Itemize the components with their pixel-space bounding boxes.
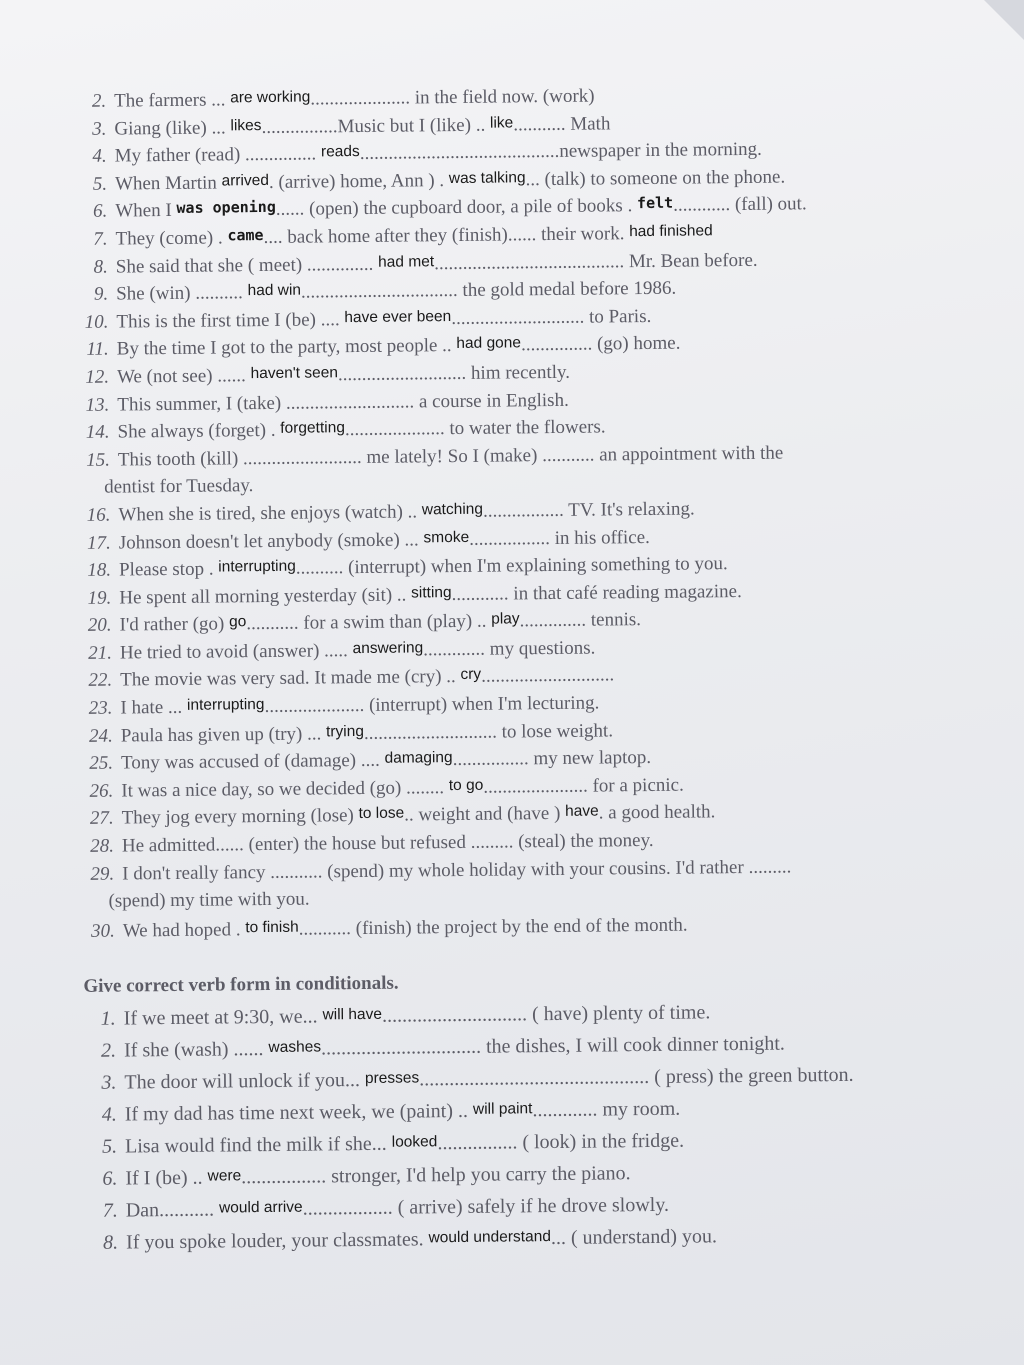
item-number: 8. [102,1231,119,1255]
item-number: 6. [102,1167,118,1191]
item-text-pre: We had hoped . [122,919,241,942]
item-text-pre: I'd rather (go) [119,613,225,636]
item-number: 21. [88,642,113,664]
item-text-pre: He tried to avoid (answer) ..... [119,640,348,664]
item-text-pre: My father (read) ............... [114,143,317,167]
item-text-mid: .......... (interrupt) when I'm explaining something to you. [295,553,728,579]
handwritten-answer-1: to finish [245,918,299,937]
handwritten-answer-1: arrived [221,171,270,190]
handwritten-answer-1: likes [230,116,262,134]
item-text-mid: ...... (open) the cupboard door, a pile of books . [275,195,633,221]
item-number: 5. [101,1135,118,1159]
item-text-pre: She (win) .......... [116,282,243,305]
handwritten-answer-1: interrupting [186,696,265,714]
item-text-mid: ................ my new laptop. [452,747,652,771]
item-text-pre: Please stop . [118,558,214,581]
item-text-pre: Giang (like) ... [114,116,226,140]
item-number: 19. [87,587,112,609]
handwritten-answer-2: was talking [448,169,526,187]
item-text-mid: ........................... him recently. [337,361,571,386]
handwritten-answer-1: will paint [472,1100,533,1119]
page-corner-fold [984,0,1024,40]
item-text-mid: ................ ( look) in the fridge. [437,1130,685,1155]
item-text-pre: When Martin [114,172,217,195]
item-text-pre: Johnson doesn't let anybody (smoke) ... [118,528,419,554]
handwritten-answer-1: were [207,1167,242,1186]
item-text-pre: The movie was very sad. It made me (cry) .. [120,666,456,691]
item-text-mid: .. weight and (have ) [404,803,561,826]
item-number: 18. [87,559,112,581]
item-text-mid: ..........................................newspaper in the morning. [359,138,762,165]
item-text-mid: ............. my room. [532,1098,681,1122]
item-number: 22. [88,670,113,692]
item-number: 28. [90,835,115,857]
handwritten-answer-1: would understand [428,1228,551,1247]
item-text-post: . a good health. [598,801,716,824]
item-number: 2. [91,90,107,112]
handwritten-answer-2: like [489,113,514,132]
item-text-pre: Tony was accused of (damage) .... [120,750,380,774]
item-text-pre: We (not see) ...... [116,365,246,388]
handwritten-answer-1: was opening [176,198,276,218]
item-text-pre: I hate ... [120,696,183,719]
handwritten-answer-1: would arrive [218,1199,303,1217]
item-text-mid: ................. TV. It's relaxing. [482,498,695,522]
handwritten-answer-1: cry [460,666,482,684]
item-number: 1. [100,1007,116,1031]
handwritten-answer-2: play [491,610,520,628]
item-text-post: ........... Math [513,112,611,135]
item-text-post: ... (talk) to someone on the phone. [525,166,786,191]
exercise-part-2 [82,994,1005,1260]
item-number: 24. [88,725,113,747]
item-text-pre: If she (wash) ...... [123,1038,264,1062]
handwritten-answer-1: damaging [384,749,453,768]
item-text-mid: ...................... for a picnic. [483,774,684,798]
item-text-pre: Dan........... [125,1198,215,1222]
item-text-pre: He spent all morning yesterday (sit) .. [119,584,407,609]
item-number: 6. [92,201,108,223]
handwritten-answer-1: will have [322,1006,383,1024]
item-text-pre: When she is tired, she enjoys (watch) .. [118,501,418,526]
item-text-pre: I don't really fancy ........... (spend) my whole holiday with your cousins. I'd rather ......... [122,856,792,885]
item-number: 16. [86,504,111,526]
handwritten-answer-1: reads [320,143,360,161]
item-15-continuation: dentist for Tuesday. [104,475,254,498]
exercise-content [72,78,1004,1259]
item-text-pre: Lisa would find the milk if she... [124,1133,387,1158]
item-number: 5. [92,173,108,195]
handwritten-answer-1: had win [247,281,302,300]
item-text-mid: .............................................. ( press) the green button. [419,1064,854,1091]
handwritten-answer-1: forgetting [280,419,345,437]
item-text-pre: By the time I got to the party, most people .. [116,335,452,360]
item-text-mid: ................. stronger, I'd help you carry the piano. [241,1162,631,1189]
handwritten-answer-1: answering [352,639,424,657]
item-text-mid: ..................... to water the flowers. [344,416,606,441]
handwritten-answer-1: interrupting [218,557,296,576]
item-number: 8. [93,256,108,278]
exercise-part-1b [76,492,1000,888]
item-text-pre: He admitted...... (enter) the house but refused ......... (steal) the money. [121,829,654,857]
item-number: 7. [102,1199,118,1223]
item-number: 9. [93,283,109,305]
item-text-mid: ................Music but I (like) .. [261,114,486,138]
item-text-post: ............ (fall) out. [673,193,807,217]
item-text-pre: This summer, I (take) ........................... a course in English. [117,389,569,416]
item-text-pre: She always (forget) . [117,420,276,443]
item-number: 14. [85,421,110,443]
handwritten-answer-1: to go [448,776,484,794]
item-text-mid: ............................ to Paris. [451,305,652,329]
item-number: 15. [86,449,111,471]
handwritten-answer-1: had gone [456,334,522,353]
handwritten-answer-1: had met [378,252,435,271]
handwritten-answer-1: go [228,613,247,631]
item-text-mid: ..................... in the field now. (work) [310,85,595,110]
handwritten-answer-2: have [565,802,599,821]
item-number: 17. [86,532,111,554]
item-number: 11. [86,338,109,361]
item-number: 4. [101,1103,117,1127]
item-text-pre: She said that she ( meet) .............. [115,253,374,278]
item-text-pre: The door will unlock if you... [124,1069,361,1094]
item-text-mid: ............... (go) home. [520,332,681,356]
item-number: 29. [90,863,115,885]
item-text-pre: This tooth (kill) ......................... me lately! So I (make) ........... an appointment with the [117,442,784,471]
item-number: 3. [101,1071,117,1095]
item-number: 7. [93,228,108,250]
item-number: 10. [84,311,109,333]
item-text-pre: Paula has given up (try) ... [120,723,322,747]
item-text-mid: ........... for a swim than (play) .. [246,610,487,635]
item-number: 12. [85,366,110,388]
handwritten-answer-1: watching [421,500,484,519]
handwritten-answer-1: are working [230,88,311,107]
item-text-mid: ............................ to lose weight. [363,720,614,744]
handwritten-answer-1: came [227,225,264,245]
item-text-pre: It was a nice day, so we decided (go) ........ [121,776,445,802]
item-text-pre: When I [115,200,172,222]
item-number: 13. [85,394,110,416]
item-text-mid: ............ in that café reading magazine. [451,580,742,605]
item-text-mid: ................. in his office. [469,526,650,550]
item-text-mid: ............................ [481,664,615,688]
item-text-pre: If we meet at 9:30, we... [123,1005,318,1030]
item-text-mid: ................................. the gold medal before 1986. [300,277,677,303]
handwritten-answer-1: sitting [411,583,452,602]
handwritten-answer-2: had finished [629,222,713,241]
item-number: 27. [89,808,114,830]
item-29-continuation: (spend) my time with you. [108,888,310,912]
item-number: 23. [88,697,113,719]
item-text-mid: ........... (finish) the project by the end of the month. [298,914,688,940]
item-number: 20. [87,614,112,637]
item-number: 26. [89,780,114,802]
handwritten-answer-1: trying [325,722,365,741]
item-text-mid: ........................................ Mr. Bean before. [434,249,758,274]
handwritten-answer-1: washes [268,1038,322,1057]
handwritten-answer-1: haven't seen [250,364,339,383]
handwritten-answer-2: felt [636,194,674,213]
item-text-mid: ... ( understand) you. [550,1225,718,1250]
item-text-pre: The farmers ... [114,89,226,112]
item-text-mid: . (arrive) home, Ann ) . [268,169,445,193]
item-text-post: .............. tennis. [519,609,642,632]
item-text-pre: If I (be) .. [125,1167,203,1190]
exercise-part-1 [72,78,996,474]
item-text-mid: ..................... (interrupt) when I'm lecturing. [264,692,600,718]
item-text-mid: ............................. ( have) plenty of time. [381,1001,711,1028]
section-2-title: Give correct verb form in conditionals. [83,973,399,998]
item-number: 4. [92,145,107,167]
item-text-mid: .... back home after they (finish)...... their work. [263,223,625,248]
item-text-pre: They (come) . [115,227,223,250]
handwritten-answer-1: have ever been [344,307,452,326]
item-number: 30. [90,920,115,942]
item-text-mid: ............. my questions. [423,637,596,661]
item-text-mid: ................................ the dishes, I will cook dinner tonight. [320,1032,785,1060]
item-number: 25. [89,752,114,775]
handwritten-answer-1: looked [391,1133,438,1152]
handwritten-answer-1: presses [364,1069,420,1088]
item-text-pre: They jog every morning (lose) [121,805,354,829]
item-text-mid: .................. ( arrive) safely if he drove slowly. [302,1194,670,1221]
item-number: 3. [92,118,107,140]
item-text-pre: If you spoke louder, your classmates. [125,1228,424,1254]
handwritten-answer-1: to lose [358,804,405,823]
item-text-pre: This is the first time I (be) .... [116,308,340,333]
item-number: 2. [100,1039,117,1063]
handwritten-answer-1: smoke [423,528,470,546]
item-text-pre: If my dad has time next week, we (paint) .. [124,1100,469,1126]
